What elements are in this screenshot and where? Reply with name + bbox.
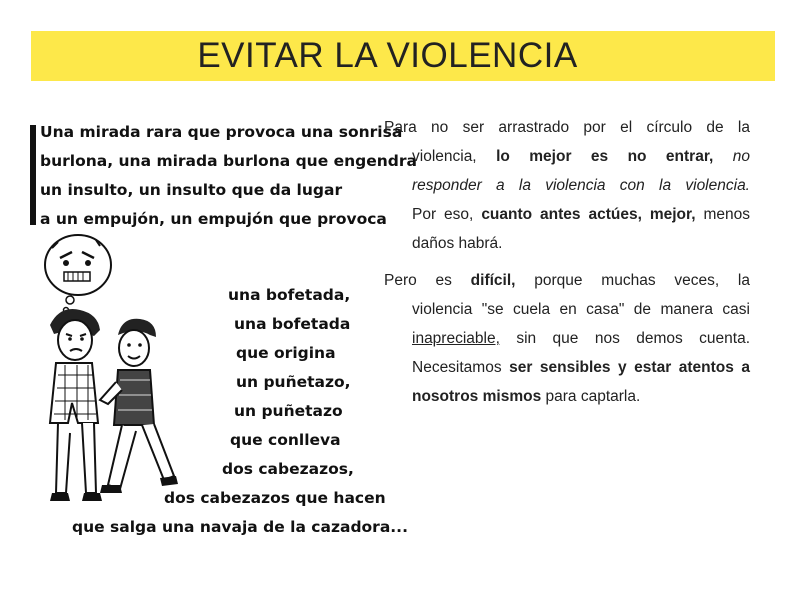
p2-text: porque muchas veces, la bbox=[534, 272, 750, 289]
p2-text: sin que nos demos cuenta. bbox=[516, 330, 750, 347]
p1-text: Por eso, bbox=[412, 206, 474, 223]
p1-line-2 bbox=[384, 142, 750, 171]
p1-line-5: daños habrá. bbox=[412, 235, 503, 252]
caption-bottom-line-3: que origina bbox=[236, 344, 336, 362]
p1-bold: cuanto antes actúes, mejor, bbox=[481, 206, 696, 223]
p2-bold: ser sensibles y estar atentos a bbox=[509, 359, 750, 376]
p1-line-1: Para no ser arrastrado por el círculo de la bbox=[384, 119, 750, 136]
page-title: EVITAR LA VIOLENCIA bbox=[197, 36, 578, 75]
p2-underlined: inapreciable, bbox=[412, 330, 500, 347]
caption-top-line-2: burlona, una mirada burlona que engendra bbox=[40, 152, 418, 170]
caption-top-line-4: a un empujón, un empujón que provoca bbox=[40, 210, 387, 228]
p2-bold: difícil, bbox=[470, 272, 516, 289]
p2-line-4 bbox=[384, 353, 750, 382]
p2-text: Necesitamos bbox=[412, 359, 502, 376]
p1-line-4 bbox=[384, 200, 750, 229]
p2-line-2: violencia "se cuela en casa" de manera casi bbox=[412, 301, 750, 318]
caption-top-line-1: Una mirada rara que provoca una sonrisa bbox=[40, 123, 403, 141]
caption-bottom-line-4: un puñetazo, bbox=[236, 373, 351, 391]
p2-line-1 bbox=[384, 266, 750, 295]
p2-line-5 bbox=[384, 382, 750, 411]
caption-bottom-line-5: un puñetazo bbox=[234, 402, 343, 420]
boy-left-figure bbox=[50, 309, 102, 501]
p1-text: violencia, bbox=[412, 148, 477, 165]
caption-top-line-3: un insulto, un insulto que da lugar bbox=[40, 181, 343, 199]
caption-bottom-line-1: una bofetada, bbox=[228, 286, 351, 304]
p1-italic: no bbox=[732, 148, 751, 165]
paragraph-1 bbox=[384, 113, 750, 258]
thought-bubble bbox=[45, 235, 111, 313]
boy-right-figure bbox=[100, 319, 178, 493]
p1-line-3 bbox=[384, 171, 750, 200]
p2-line-3 bbox=[384, 324, 750, 353]
caption-bottom-line-8: dos cabezazos que hacen bbox=[164, 489, 386, 507]
p2-text: Pero es bbox=[384, 272, 452, 289]
caption-bottom-line-9: que salga una navaja de la cazadora... bbox=[72, 518, 408, 536]
paragraph-2 bbox=[384, 266, 750, 411]
p2-bold: nosotros mismos bbox=[412, 388, 542, 405]
p1-italic-line: responder a la violencia con la violencia. bbox=[412, 177, 750, 194]
p1-text: menos bbox=[703, 206, 750, 223]
caption-bottom-line-2: una bofetada bbox=[234, 315, 351, 333]
body-text bbox=[384, 113, 750, 411]
margin-bar bbox=[30, 125, 36, 225]
p1-bold: lo mejor es no entrar, bbox=[496, 148, 714, 165]
caption-bottom-line-7: dos cabezazos, bbox=[222, 460, 354, 478]
p2-text: para captarla. bbox=[545, 388, 641, 405]
caption-bottom-line-6: que conlleva bbox=[230, 431, 341, 449]
